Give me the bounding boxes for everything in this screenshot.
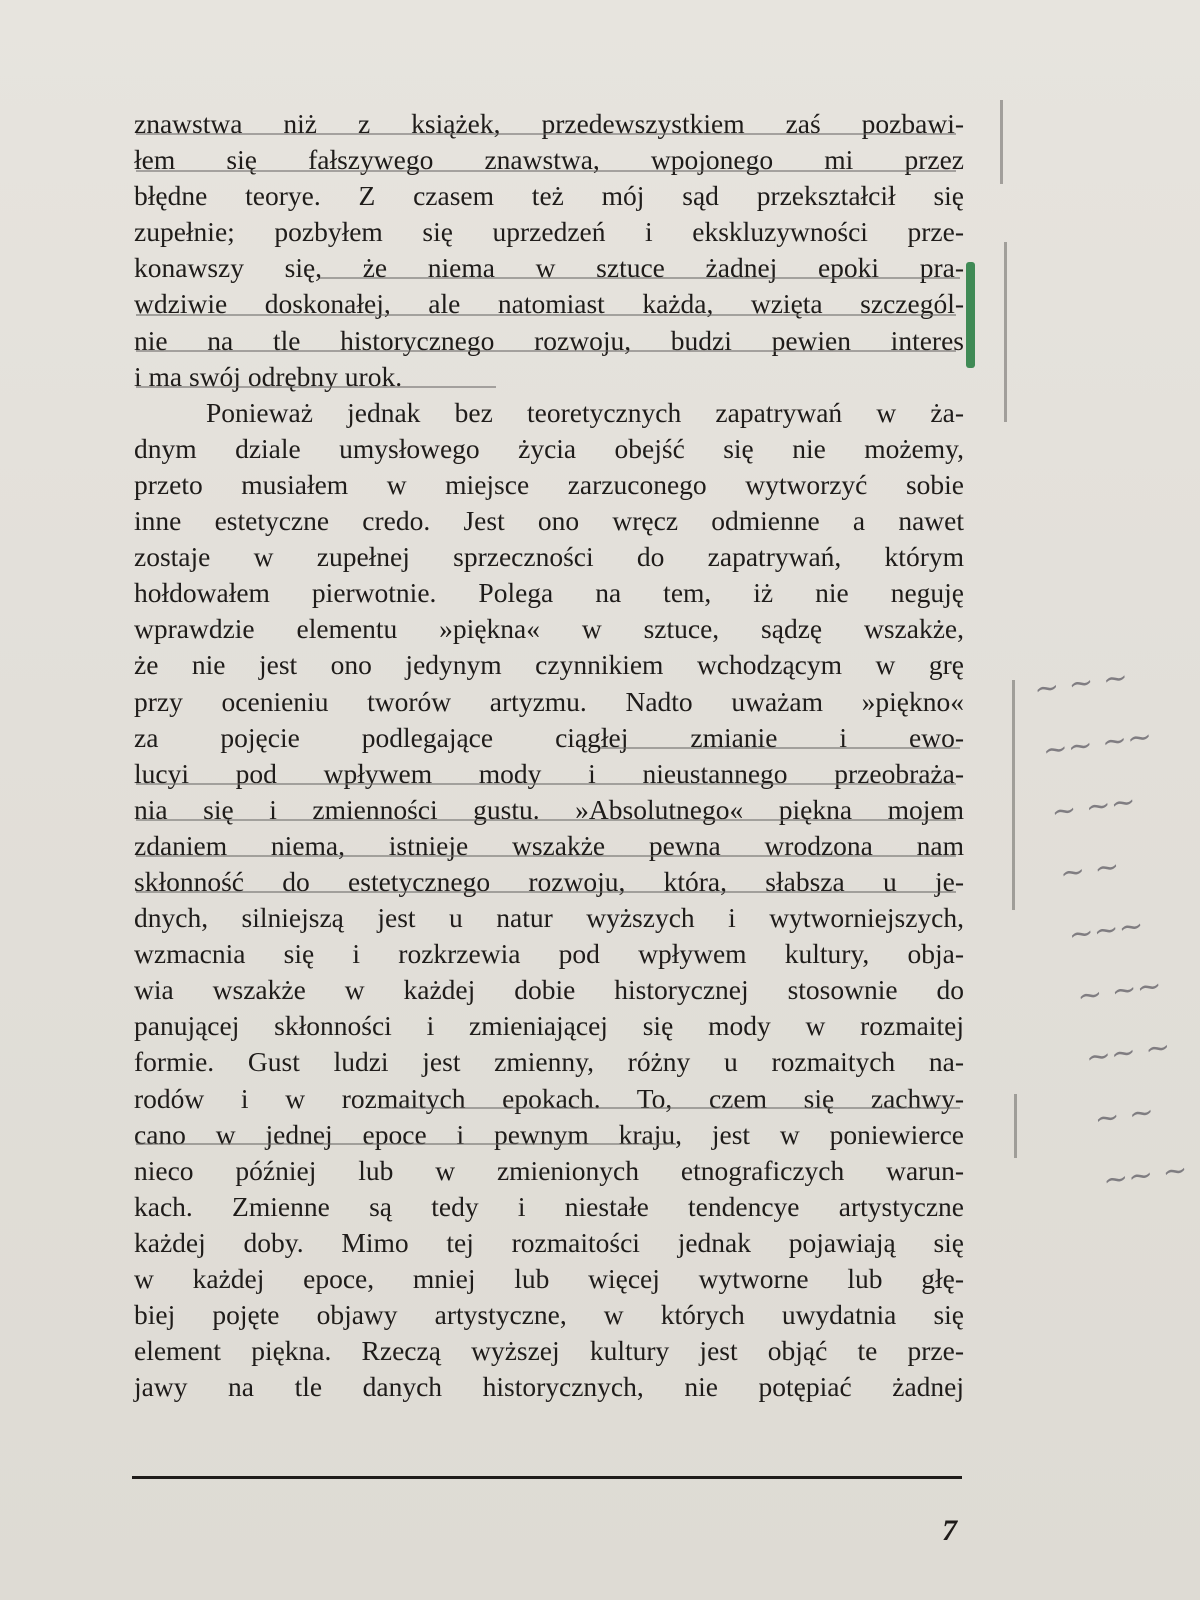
pencil-underline — [136, 1143, 676, 1145]
text-line: lucyi pod wpływem mody i nieustannego przeobraża- — [134, 757, 964, 789]
text-line: biej pojęte objawy artystyczne, w których uwydatnia się — [134, 1299, 964, 1331]
pencil-underline — [136, 819, 956, 821]
text-line: nia się i zmienności gustu. »Absolutnego« piękna mojem — [134, 793, 964, 825]
text-line: że nie jest ono jedynym czynnikiem wchodzącym w grę — [134, 649, 964, 681]
text-line: przy ocenieniu tworów artyzmu. Nadto uważam »piękno« — [134, 685, 964, 717]
text-line: znawstwa niż z książek, przedewszystkiem zaś pozbawi- — [134, 108, 964, 139]
pencil-margin-bracket — [1000, 100, 1003, 184]
text-line: wia wszakże w każdej dobie historycznej stosownie do — [134, 974, 964, 1006]
text-line: za pojęcie podlegające ciągłej zmianie i ewo- — [134, 721, 964, 753]
text-line: zupełnie; pozbyłem się uprzedzeń i ekskluzywności prze- — [134, 216, 964, 248]
text-line: błędne teorye. Z czasem też mój sąd przekształcił się — [134, 180, 964, 212]
text-line: nieco później lub w zmienionych etnograficzych warun- — [134, 1154, 964, 1186]
body-text — [134, 106, 964, 1405]
text-line: wdziwie doskonałej, ale natomiast każda, wzięta szczegól- — [134, 288, 964, 320]
pencil-underline — [136, 855, 956, 857]
text-line: cano w jednej epoce i pewnym kraju, jest w poniewierce — [134, 1118, 964, 1150]
text-line: zdaniem niema, istnieje wszakże pewna wrodzona nam — [134, 829, 964, 861]
text-line: panującej skłonności i zmieniającej się mody w rozmaitej — [134, 1010, 964, 1042]
text-line: element piękna. Rzeczą wyższej kultury jest objąć te prze- — [134, 1335, 964, 1367]
pencil-underline — [136, 891, 956, 893]
text-line: łem się fałszywego znawstwa, wpojonego mi przez — [134, 144, 964, 176]
pencil-underline — [320, 277, 960, 279]
pencil-underline — [136, 170, 956, 172]
text-line: kach. Zmienne są tedy i niestałe tendencye artystyczne — [134, 1190, 964, 1222]
text-line: zostaje w zupełnej sprzeczności do zapatrywań, którym — [134, 541, 964, 573]
text-line: hołdowałem pierwotnie. Polega na tem, iż nie neguję — [134, 577, 964, 609]
pencil-underline — [136, 386, 496, 388]
page-number: 7 — [942, 1514, 957, 1547]
pencil-underline — [600, 747, 960, 749]
handwritten-margin-note: ~ ~ ~ ~~ ~~ ~ ~~ ~ ~ ~~~ ~ ~~ ~~ ~ ~ ~ ~~ ~ — [1031, 659, 1190, 1199]
green-marker-stroke — [966, 262, 975, 368]
pencil-underline — [136, 314, 956, 316]
pencil-underline — [380, 1107, 960, 1109]
pencil-margin-bracket — [1012, 680, 1015, 910]
text-line: w każdej epoce, mniej lub więcej wytworne lub głę- — [134, 1263, 964, 1294]
paragraph-start-line: Ponieważ jednak bez teoretycznych zapatrywań w ża- — [206, 396, 964, 428]
pencil-margin-bracket — [1014, 1094, 1017, 1158]
pencil-underline — [136, 133, 956, 135]
pencil-underline — [136, 783, 956, 785]
text-line: wzmacnia się i rozkrzewia pod wpływem kultury, obja- — [134, 938, 964, 970]
pencil-margin-bracket — [1004, 242, 1007, 422]
text-line: konawszy się, że niema w sztuce żadnej epoki pra- — [134, 252, 964, 284]
text-line: przeto musiałem w miejsce zarzuconego wytworzyć sobie — [134, 468, 964, 500]
paragraph-end-line: i ma swój odrębny urok. — [134, 360, 403, 392]
text-line: inne estetyczne credo. Jest ono wręcz odmienne a nawet — [134, 505, 964, 537]
text-line: dnych, silniejszą jest u natur wyższych i wytworniejszych, — [134, 902, 964, 934]
text-line: nie na tle historycznego rozwoju, budzi pewien interes — [134, 324, 964, 356]
text-line: rodów i w rozmaitych epokach. To, czem się zachwy- — [134, 1082, 964, 1114]
text-line: skłonność do estetycznego rozwoju, która, słabsza u je- — [134, 865, 964, 897]
text-line: dnym dziale umysłowego życia obejść się nie możemy, — [134, 432, 964, 464]
text-line: jawy na tle danych historycznych, nie potępiać żadnej — [134, 1371, 964, 1403]
text-line: formie. Gust ludzi jest zmienny, różny u rozmaitych na- — [134, 1046, 964, 1078]
footer-rule — [132, 1476, 962, 1479]
text-line: każdej doby. Mimo tej rozmaitości jednak pojawiają się — [134, 1226, 964, 1258]
pencil-underline — [136, 350, 956, 352]
text-line: wprawdzie elementu »piękna« w sztuce, sądzę wszakże, — [134, 613, 964, 645]
